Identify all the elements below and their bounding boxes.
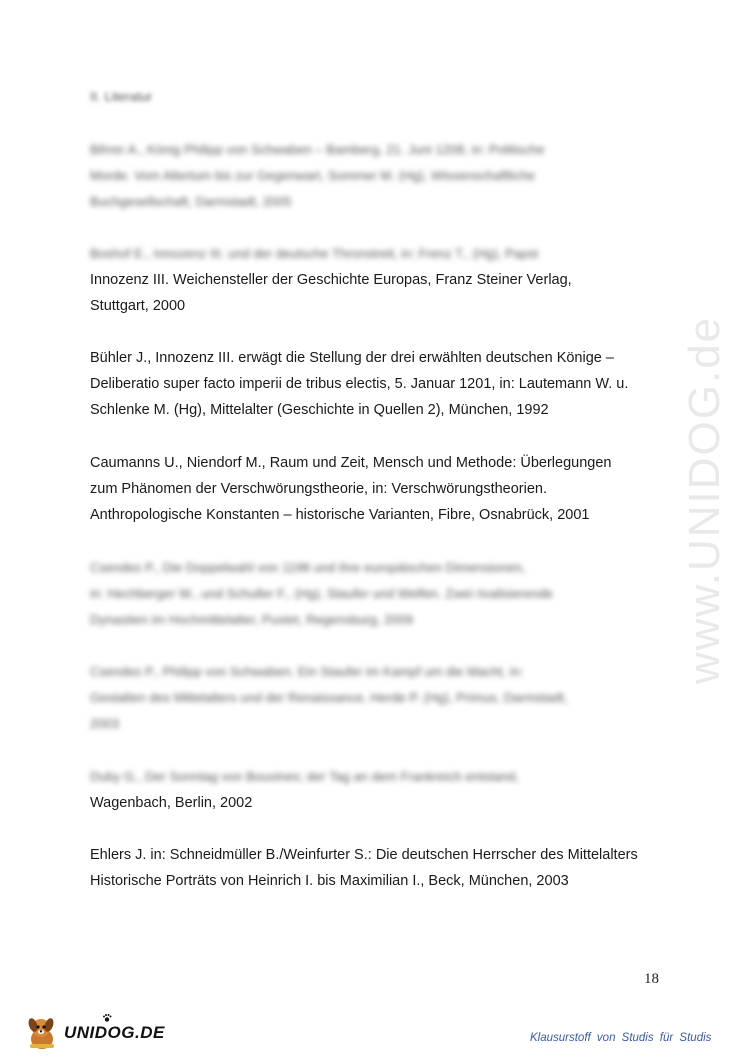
entry-line: Stuttgart, 2000: [90, 298, 186, 314]
entry-line: Morde. Vom Altertum bis zur Gegenwart, Sommer M. (Hg), Wissenschaftliche: [90, 168, 536, 183]
entry-line: Anthropologische Konstanten – historische Varianten, Fibre, Osnabrück, 2001: [90, 507, 590, 523]
entry-line: Duby G., Der Sonntag von Bouvines; der Tag an dem Frankreich entstand,: [90, 769, 519, 784]
page-number: 18: [644, 971, 659, 987]
paw-icon: [102, 1013, 112, 1023]
entry-line: Ehlers J. in: Schneidmüller B./Weinfurter S.: Die deutschen Herrscher des Mittelalters: [90, 847, 638, 863]
footer-logo: [22, 1013, 165, 1053]
dog-mascot-icon: [22, 1013, 62, 1053]
bibliography-entry: [90, 555, 680, 633]
entry-line: Buchgesellschaft, Darmstadt, 2005: [90, 194, 292, 209]
entry-line: Boshof E., Innozenz III. und der deutsche Thronstreit, in: Frenz T., (Hg), Papst: [90, 246, 539, 261]
watermark: www.UNIDOG.de: [680, 315, 729, 685]
entry-line: Bihrer A., König Philipp von Schwaben – Bamberg, 21. Juni 1208, in: Politische: [90, 142, 545, 157]
entry-line: Caumanns U., Niendorf M., Raum und Zeit, Mensch und Methode: Überlegungen: [90, 455, 612, 471]
entry-line: Schlenke M. (Hg), Mittelalter (Geschichte in Quellen 2), München, 1992: [90, 402, 549, 418]
entry-line: 2003: [90, 716, 119, 731]
bibliography-entry: [90, 450, 680, 528]
bibliography-entry: [90, 137, 680, 215]
entry-line: Csendes P., Die Doppelwahl von 1198 und ihre europäischen Dimensionen,: [90, 560, 526, 575]
bibliography-entry: [90, 659, 680, 737]
section-heading: II. Literatur: [90, 89, 153, 104]
bibliography-entry: [90, 764, 680, 816]
entry-line: Dynastien im Hochmittelalter, Pustet, Regensburg, 2009: [90, 612, 414, 627]
entry-line: Deliberatio super facto imperii de tribus electis, 5. Januar 1201, in: Lautemann W. u.: [90, 376, 629, 392]
entry-line: Bühler J., Innozenz III. erwägt die Stellung der drei erwählten deutschen Könige –: [90, 350, 614, 366]
entry-line: Innozenz III. Weichensteller der Geschichte Europas, Franz Steiner Verlag,: [90, 272, 572, 288]
bibliography-entry: [90, 345, 680, 423]
entry-line: in: Hechberger W., und Schuller F., (Hg), Staufer und Welfen. Zwei rivalisierende: [90, 586, 553, 601]
bibliography-entry: [90, 241, 680, 319]
entry-line: Csendes P., Philipp von Schwaben. Ein Staufer im Kampf um die Macht, in:: [90, 664, 524, 679]
entry-line: Historische Porträts von Heinrich I. bis Maximilian I., Beck, München, 2003: [90, 873, 569, 889]
entry-line: Gestalten des Mittelalters und der Renaissance, Herde P. (Hg), Primus, Darmstadt,: [90, 690, 568, 705]
bibliography-entry: [90, 842, 680, 894]
logo-text: UNIDOG.DE: [64, 1023, 165, 1042]
footer-slogan: Klausurstoff von Studis für Studis: [530, 1032, 712, 1044]
entry-line: Wagenbach, Berlin, 2002: [90, 795, 253, 811]
entry-line: zum Phänomen der Verschwörungstheorie, in: Verschwörungstheorien.: [90, 481, 548, 497]
